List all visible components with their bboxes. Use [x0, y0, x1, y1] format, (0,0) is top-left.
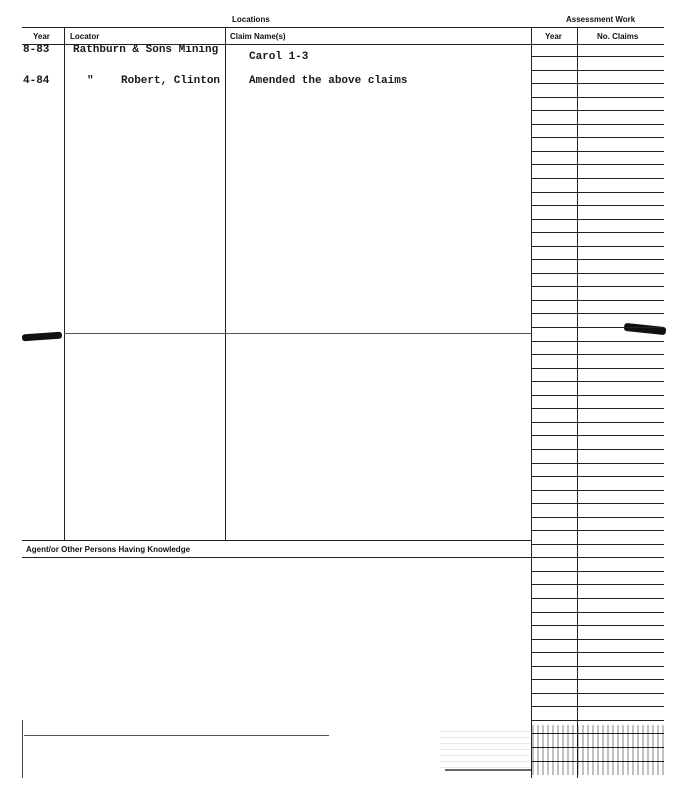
assessment-rule-line: [531, 70, 664, 71]
assessment-rule-line: [531, 368, 664, 369]
assessment-rule-line: [531, 83, 664, 84]
entry-2-locator-ditto: ": [87, 75, 94, 87]
assessment-rule-line: [531, 490, 664, 491]
assessment-rule-line: [531, 164, 664, 165]
assessment-rule-line: [531, 313, 664, 314]
assessment-rule-line: [531, 246, 664, 247]
assessment-rule-line: [531, 666, 664, 667]
agent-section-label: Agent/or Other Persons Having Knowledge: [26, 545, 191, 554]
entry-2-locator: Robert, Clinton: [121, 75, 221, 87]
col-header-no-claims: No. Claims: [597, 32, 639, 41]
assessment-rule-line: [531, 517, 664, 518]
assessment-rule-line: [531, 137, 664, 138]
bottom-faint-line: [24, 735, 329, 736]
assessment-rule-line: [531, 151, 664, 152]
assessment-rule-line: [531, 625, 664, 626]
assessment-rule-line: [531, 124, 664, 125]
left-ink-smudge: [22, 332, 62, 342]
assessment-rule-line: [531, 598, 664, 599]
agent-top-line: [22, 540, 531, 541]
entry-2-claim: Amended the above claims: [249, 75, 408, 87]
agent-bottom-line: [22, 557, 531, 558]
col-header-assessment-year: Year: [545, 32, 562, 41]
locations-title: Locations: [232, 15, 270, 24]
col-header-claim-names: Claim Name(s): [230, 32, 286, 41]
assessment-rule-line: [531, 286, 664, 287]
assessment-rule-line: [531, 219, 664, 220]
assessment-rule-line: [531, 408, 664, 409]
assessment-rule-line: [531, 557, 664, 558]
left-margin-mark: [22, 720, 23, 778]
assessment-rule-line: [531, 652, 664, 653]
bottom-faint-line-2: [445, 769, 531, 771]
col-header-year: Year: [33, 32, 50, 41]
assessment-rule-line: [531, 720, 664, 721]
mid-separator-line: [64, 333, 531, 334]
assessment-rule-line: [531, 192, 664, 193]
assessment-rule-line: [531, 259, 664, 260]
assessment-rule-line: [531, 205, 664, 206]
assessment-rule-line: [531, 56, 664, 57]
bottom-right-noise-2: [440, 728, 530, 768]
entry-1-locator: Rathburn & Sons Mining: [73, 44, 219, 56]
bottom-right-noise: [532, 725, 666, 775]
assessment-rule-line: [531, 706, 664, 707]
assessment-rule-line: [531, 300, 664, 301]
assessment-rule-line: [531, 639, 664, 640]
assessment-rule-line: [531, 476, 664, 477]
entry-1-year: 8-83: [23, 44, 50, 56]
assessment-rule-line: [531, 612, 664, 613]
col-divider-year-locator: [64, 28, 65, 540]
assessment-rule-line: [531, 693, 664, 694]
assessment-rule-line: [531, 463, 664, 464]
col-divider-locator-claims: [225, 28, 226, 540]
assessment-rule-line: [531, 273, 664, 274]
right-ink-smudge: [624, 323, 667, 335]
assessment-rule-line: [531, 395, 664, 396]
assessment-rule-line: [531, 584, 664, 585]
assessment-rule-line: [531, 97, 664, 98]
assessment-rule-line: [531, 110, 664, 111]
col-header-locator: Locator: [70, 32, 100, 41]
assessment-rule-line: [531, 449, 664, 450]
entry-1-claim: Carol 1-3: [249, 51, 309, 63]
assessment-rule-line: [531, 435, 664, 436]
assessment-rule-line: [531, 341, 664, 342]
assessment-rule-line: [531, 503, 664, 504]
assessment-work-title: Assessment Work: [566, 15, 636, 24]
assessment-rule-line: [531, 354, 664, 355]
assessment-rule-line: [531, 327, 664, 328]
entry-2-year: 4-84: [23, 75, 50, 87]
assessment-rule-line: [531, 178, 664, 179]
assessment-rule-line: [531, 544, 664, 545]
assessment-rule-line: [531, 232, 664, 233]
assessment-rule-line: [531, 422, 664, 423]
header-top-line: [22, 27, 664, 28]
assessment-rule-line: [531, 571, 664, 572]
assessment-rule-line: [531, 530, 664, 531]
assessment-rule-line: [531, 679, 664, 680]
assessment-rule-line: [531, 381, 664, 382]
